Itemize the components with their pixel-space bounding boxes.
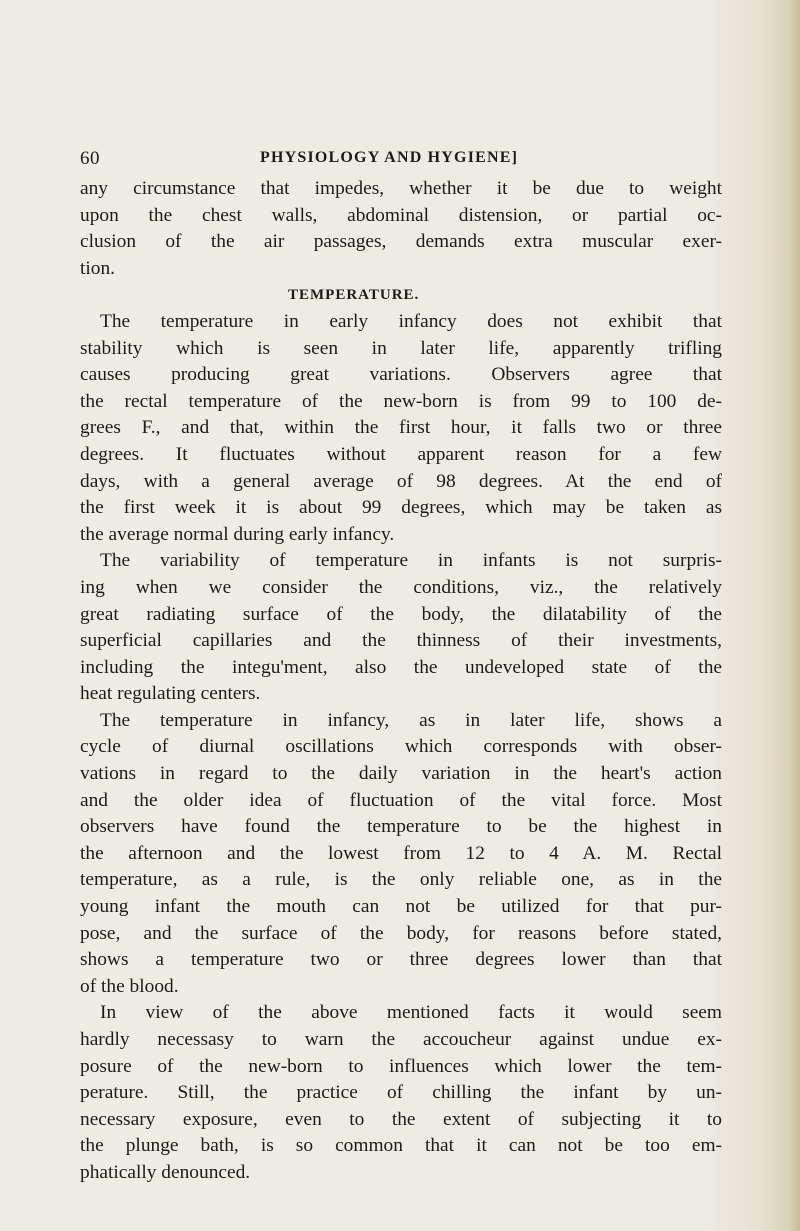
text-line: hardly necessasy to warn the accoucheur against undue ex- [80,1029,722,1050]
text-line: The temperature in infancy, as in later life, shows a [100,709,722,731]
text-line: perature. Still, the practice of chilling the infant by un- [80,1082,722,1104]
text-line: degrees. It fluctuates without apparent reason for a few [80,443,722,465]
text-line: tion. [80,257,116,279]
running-head [80,148,720,170]
text-line: The variability of temperature in infants is not surpris- [100,550,722,572]
text-line: temperature, as a rule, is the only reliable one, as in the [80,869,722,891]
text-line: the average normal during early infancy. [80,523,395,545]
text-line: In view of the above mentioned facts it would seem [100,1002,722,1024]
paragraph-3 [80,708,722,1001]
text-line: The temperature in early infancy does not exhibit that [100,310,722,332]
text-line: the first week it is about 99 degrees, which may be taken as [80,497,722,519]
text-line: any circumstance that impedes, whether it be due to weight [80,178,722,199]
paragraph-1 [80,309,722,548]
text-line: grees F., and that, within the first hour, it falls two or three [80,417,722,439]
paragraph-intro [80,176,722,282]
text-line: and the older idea of fluctuation of the vital force. Most [80,789,722,811]
paragraph-4 [80,1000,722,1186]
text-line: great radiating surface of the body, the dilatability of the [80,603,722,625]
body-text [80,176,722,1187]
text-line: clusion of the air passages, demands extra muscular exer- [80,231,722,253]
page-edge-shadow [790,0,800,1231]
text-line: heat regulating centers. [80,683,261,705]
text-line: posure of the new-born to influences which lower the tem- [80,1055,722,1077]
text-line: the afternoon and the lowest from 12 to 4 A. M. Rectal [80,842,722,864]
text-line: including the integu'ment, also the undeveloped state of the [80,656,722,678]
text-line: cycle of diurnal oscillations which corresponds with obser- [80,736,722,758]
text-line: upon the chest walls, abdominal distension, or partial oc- [80,204,722,226]
text-line: observers have found the temperature to be the highest in [80,816,722,838]
text-line: young infant the mouth can not be utilized for that pur- [80,896,722,918]
text-line: of the blood. [80,975,179,997]
page-number: 60 [80,148,100,169]
text-line: vations in regard to the daily variation in the heart's action [80,763,722,785]
text-line: the rectal temperature of the new-born is from 99 to 100 de- [80,390,722,412]
running-title: PHYSIOLOGY AND HYGIENE] [260,149,519,166]
text-line: shows a temperature two or three degrees lower than that [80,949,722,971]
text-line: ing when we consider the conditions, viz., the relatively [80,576,722,598]
text-line: the plunge bath, is so common that it can not be too em- [80,1135,722,1157]
text-line: phatically denounced. [80,1161,251,1183]
text-line: pose, and the surface of the body, for reasons before stated, [80,922,722,944]
section-heading: TEMPERATURE. [288,287,420,304]
text-line: causes producing great variations. Observers agree that [80,364,722,386]
text-line: superficial capillaries and the thinness of their investments, [80,630,722,652]
text-line: necessary exposure, even to the extent of subjecting it to [80,1108,722,1130]
paragraph-2 [80,548,722,708]
text-line: stability which is seen in later life, apparently trifling [80,337,722,359]
text-line: days, with a general average of 98 degrees. At the end of [80,470,722,492]
